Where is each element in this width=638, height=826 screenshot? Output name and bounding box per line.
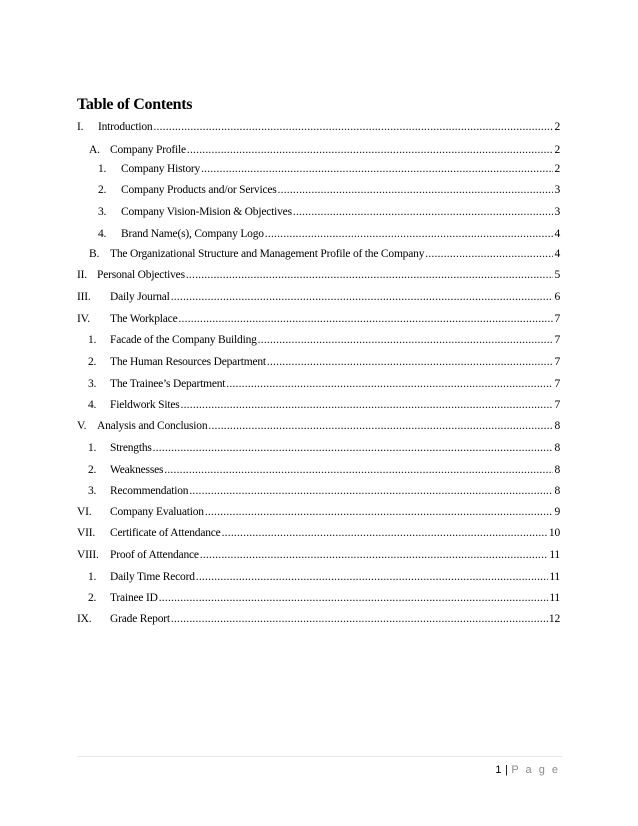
- dot-leader: [164, 463, 553, 477]
- toc-entry-page: 8: [554, 420, 560, 432]
- toc-entry[interactable]: [98, 227, 560, 241]
- toc-entry[interactable]: [77, 526, 560, 540]
- dot-leader: [265, 227, 554, 241]
- toc-entry-number: IX.: [77, 613, 92, 625]
- dot-leader: [178, 312, 553, 326]
- toc-entry-page: 11: [549, 549, 560, 561]
- dot-leader: [258, 333, 554, 347]
- toc-entry-label: Strengths: [110, 442, 152, 454]
- toc-entry-number: V.: [77, 420, 87, 432]
- toc-entry-label: Grade Report: [110, 613, 170, 625]
- toc-entry[interactable]: [88, 398, 560, 412]
- toc-entry-label: Recommendation: [110, 485, 189, 497]
- dot-leader: [181, 398, 554, 412]
- toc-entry[interactable]: [88, 355, 560, 369]
- toc-entry-page: 3: [554, 184, 560, 196]
- dot-leader: [201, 162, 553, 176]
- dot-leader: [208, 419, 553, 433]
- toc-entry-number: VII.: [77, 527, 96, 539]
- toc-entry[interactable]: [98, 183, 560, 197]
- toc-entry[interactable]: [88, 377, 560, 391]
- toc-entry-number: 4.: [98, 228, 107, 240]
- toc-entry-page: 11: [549, 571, 560, 583]
- toc-entry-label: The Organizational Structure and Management Profile of the Company: [110, 248, 425, 260]
- dot-leader: [153, 120, 553, 134]
- toc-entry-label: Facade of the Company Building: [110, 334, 257, 346]
- dot-leader: [187, 143, 554, 157]
- toc-entry-page: 7: [554, 334, 560, 346]
- toc-entry[interactable]: [77, 548, 560, 562]
- dot-leader: [267, 355, 554, 369]
- toc-entry[interactable]: [98, 205, 560, 219]
- toc-entry-page: 6: [554, 291, 560, 303]
- dot-leader: [171, 612, 548, 626]
- toc-entry-number: VI.: [77, 506, 92, 518]
- toc-entry[interactable]: [88, 484, 560, 498]
- toc-entry-label: Company Profile: [110, 144, 186, 156]
- toc-entry-number: 2.: [88, 356, 97, 368]
- toc-entry-label: Company Evaluation: [110, 506, 204, 518]
- toc-entry[interactable]: [88, 333, 560, 347]
- dot-leader: [293, 205, 554, 219]
- dot-leader: [200, 548, 549, 562]
- footer-separator: |: [504, 764, 509, 776]
- toc-entry-page: 2: [554, 121, 560, 133]
- toc-entry-number: B.: [89, 248, 100, 260]
- toc-entry-page: 7: [554, 313, 560, 325]
- toc-entry-label: The Workplace: [110, 313, 178, 325]
- toc-entry[interactable]: [77, 612, 560, 626]
- toc-entry-label: Brand Name(s), Company Logo: [121, 228, 264, 240]
- toc-entry[interactable]: [88, 441, 560, 455]
- toc-entry-page: 12: [548, 613, 560, 625]
- toc-entry-page: 4: [554, 228, 560, 240]
- toc-entry-number: 3.: [88, 485, 97, 497]
- toc-entry-label: Introduction: [98, 121, 153, 133]
- toc-entry-page: 8: [554, 464, 560, 476]
- toc-entry[interactable]: [98, 162, 560, 176]
- toc-entry-page: 7: [554, 399, 560, 411]
- toc-entry-page: 3: [554, 206, 560, 218]
- dot-leader: [159, 591, 549, 605]
- toc-entry-page: 2: [554, 163, 560, 175]
- dot-leader: [196, 570, 549, 584]
- dot-leader: [171, 290, 554, 304]
- dot-leader: [226, 377, 553, 391]
- toc-entry[interactable]: [77, 268, 560, 282]
- toc-entry[interactable]: [77, 120, 560, 134]
- dot-leader: [189, 484, 553, 498]
- dot-leader: [278, 183, 554, 197]
- toc-entry-label: Daily Time Record: [110, 571, 195, 583]
- toc-entry-page: 9: [554, 506, 560, 518]
- toc-entry[interactable]: [77, 419, 560, 433]
- dot-leader: [222, 526, 548, 540]
- toc-entry-number: 1.: [88, 442, 97, 454]
- dot-leader: [205, 505, 554, 519]
- toc-entry[interactable]: [88, 570, 560, 584]
- toc-entry-page: 8: [554, 485, 560, 497]
- toc-entry-label: Fieldwork Sites: [110, 399, 180, 411]
- toc-entry-number: II.: [77, 269, 87, 281]
- toc-entry[interactable]: [89, 247, 560, 261]
- toc-entry-number: 2.: [98, 184, 107, 196]
- toc-entry[interactable]: [88, 591, 560, 605]
- dot-leader: [153, 441, 554, 455]
- footer-divider: [77, 756, 562, 757]
- toc-entry-label: The Trainee’s Department: [110, 378, 226, 390]
- toc-entry-number: IV.: [77, 313, 90, 325]
- toc-entry-label: Company Vision-Mision & Objectives: [121, 206, 292, 218]
- toc-entry[interactable]: [89, 143, 560, 157]
- toc-entry-page: 7: [554, 356, 560, 368]
- toc-entry-label: Company Products and/or Services: [121, 184, 277, 196]
- toc-entry-number: 1.: [88, 334, 97, 346]
- toc-entry-label: Company History: [121, 163, 201, 175]
- toc-entry-number: 2.: [88, 464, 97, 476]
- toc-entry-number: III.: [77, 291, 91, 303]
- toc-entry[interactable]: [77, 290, 560, 304]
- toc-entry-number: 1.: [88, 571, 97, 583]
- footer-page-number: 1: [495, 764, 502, 776]
- page-footer: [495, 764, 560, 776]
- toc-entry-number: 1.: [98, 163, 107, 175]
- toc-entry-number: A.: [89, 144, 100, 156]
- toc-entry[interactable]: [88, 463, 560, 477]
- toc-entry[interactable]: [77, 312, 560, 326]
- dot-leader: [186, 268, 554, 282]
- footer-page-word: P a g e: [511, 764, 560, 776]
- toc-entry-label: Proof of Attendance: [110, 549, 199, 561]
- toc-entry-page: 8: [554, 442, 560, 454]
- toc-entry-label: Daily Journal: [110, 291, 170, 303]
- toc-entry-number: 4.: [88, 399, 97, 411]
- toc-entry-number: 2.: [88, 592, 97, 604]
- toc-entry-number: 3.: [88, 378, 97, 390]
- toc-entry-label: The Human Resources Department: [110, 356, 266, 368]
- toc-entry-page: 10: [548, 527, 560, 539]
- toc-title: Table of Contents: [77, 96, 193, 113]
- toc-entry-page: 5: [554, 269, 560, 281]
- toc-entry-label: Certificate of Attendance: [110, 527, 221, 539]
- dot-leader: [425, 247, 553, 261]
- toc-entry-label: Analysis and Conclusion: [97, 420, 208, 432]
- toc-entry-label: Weaknesses: [110, 464, 164, 476]
- toc-entry-number: 3.: [98, 206, 107, 218]
- toc-entry-page: 7: [554, 378, 560, 390]
- toc-entry-page: 11: [549, 592, 560, 604]
- toc-entry-page: 4: [554, 248, 560, 260]
- toc-entry-number: I.: [77, 121, 84, 133]
- toc-entry-label: Trainee ID: [110, 592, 158, 604]
- toc-entry-number: VIII.: [77, 549, 99, 561]
- toc-entry-label: Personal Objectives: [97, 269, 185, 281]
- toc-entry[interactable]: [77, 505, 560, 519]
- toc-entry-page: 2: [554, 144, 560, 156]
